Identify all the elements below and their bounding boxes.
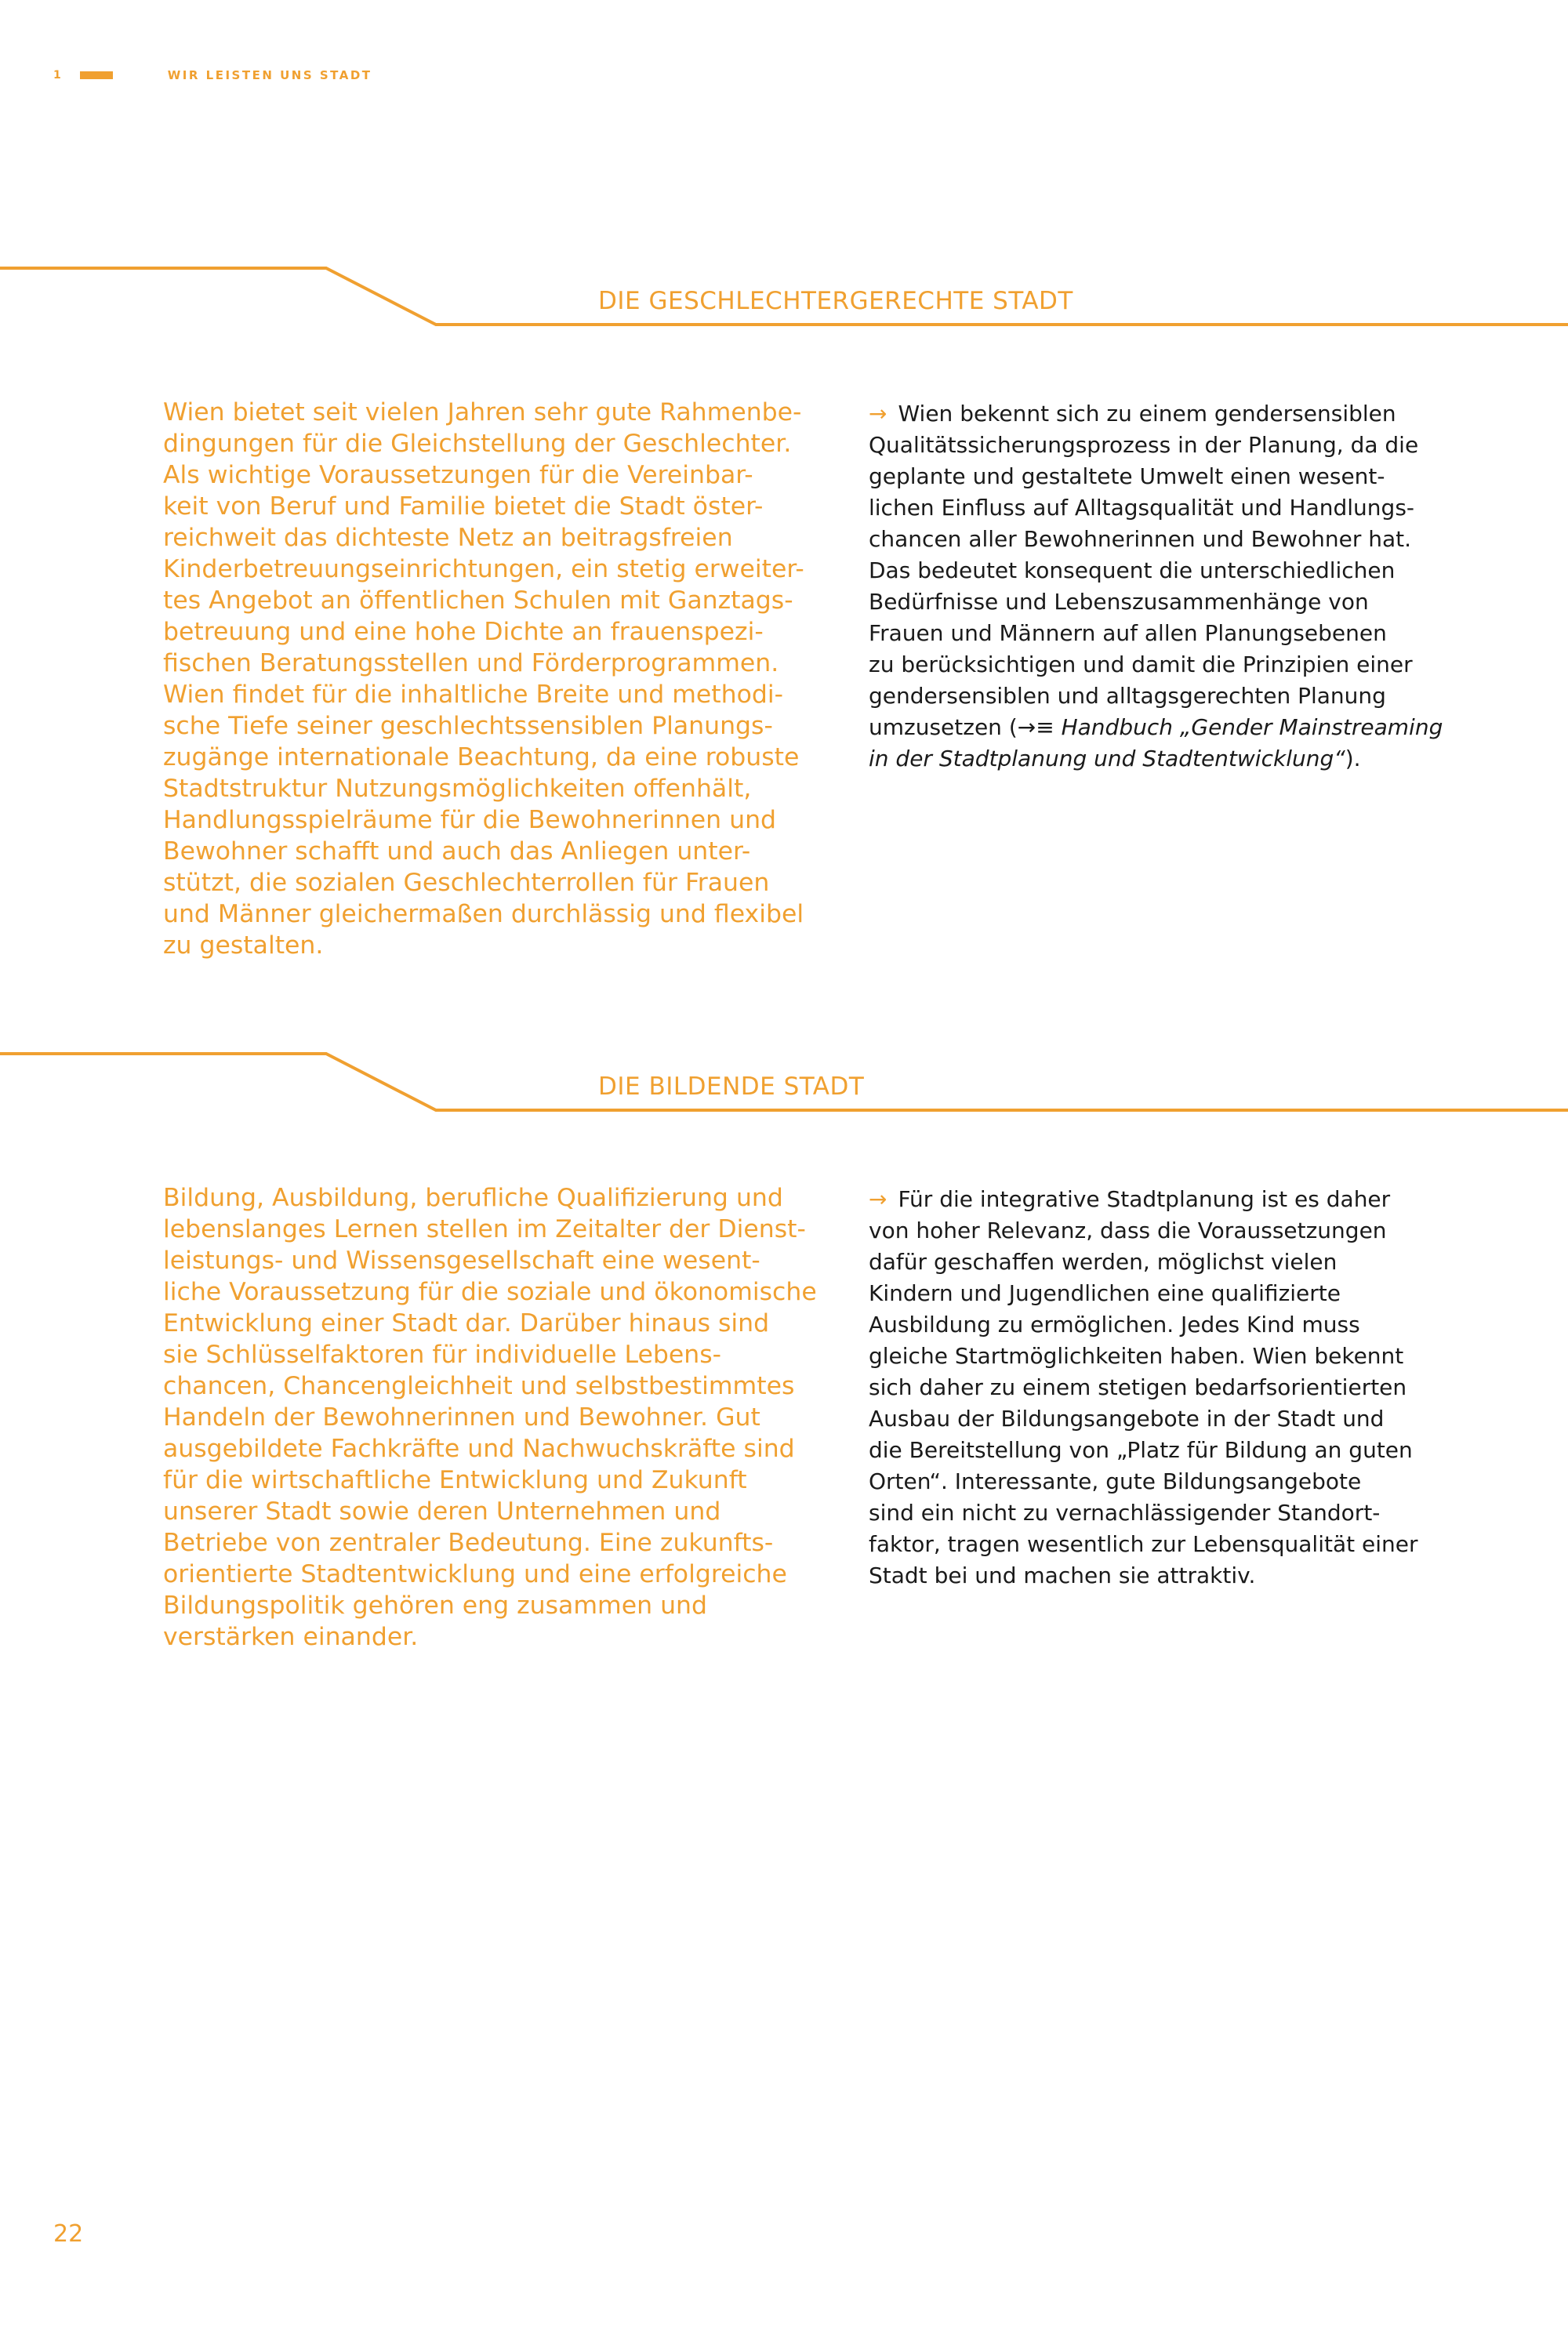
section-heading-education: DIE BILDENDE STADT — [598, 1073, 865, 1101]
running-header — [53, 66, 372, 85]
body-text-gender: Wien bekennt sich zu einem gendersensiblen Qualitätssicherungsprozess in der Planung, da die geplante und gestaltete Umwelt einen wesent- lichen Einfluss auf Alltagsqualität und Handlungs- chancen aller Bewohnerinnen und Bewohner hat. Das bedeutet konsequent die unterschiedlichen Bedürfnisse und Lebenszusammenhänge von Frauen und Männern auf allen Planungsebenen zu berücksichtigen und damit die Prinzipien einer gendersensiblen und alltagsgerechten Planung umzusetzen ( — [869, 401, 1419, 740]
body-paragraph-education — [869, 1184, 1465, 1592]
reference-handbook[interactable]: Handbuch „Gender Mainstreaming in der Stadtplanung und Stadtentwicklung“ — [869, 714, 1443, 771]
body-text-education: Für die integrative Stadtplanung ist es daher von hoher Relevanz, dass die Voraussetzungen dafür geschaffen werden, möglichst vielen Kindern und Jugendlichen eine qualifizierte Ausbildung zu ermöglichen. Jedes Kind muss gleiche Startmöglichkeiten haben. Wien bekennt sich daher zu einem stetigen bedarfsorientierten Ausbau der Bildungsangebote in der Stadt und die Bereitstellung von „Platz für Bildung an guten Orten“. Interessante, gute Bildungsangebote sind ein nicht zu vernachlässigender Standort- faktor, tragen wesentlich zur Lebensqualität einer Stadt bei und machen sie attraktiv. — [869, 1186, 1418, 1588]
arrow-right-icon: → — [869, 401, 887, 426]
body-paragraph-gender — [869, 398, 1465, 775]
reference-link-icon[interactable]: →≡ — [1017, 714, 1054, 740]
chapter-bar-marker — [80, 71, 113, 79]
arrow-right-icon: → — [869, 1186, 887, 1212]
chapter-title: WIR LEISTEN UNS STADT — [167, 68, 372, 82]
reference-close: ). — [1345, 746, 1361, 771]
section-heading-gender: DIE GESCHLECHTERGERECHTE STADT — [598, 287, 1073, 315]
lead-paragraph-gender: Wien bietet seit vielen Jahren sehr gute Rahmenbe- dingungen für die Gleichstellung der Geschlechter. Als wichtige Voraussetzungen für die Vereinbar- keit von Beruf und Familie bietet die Stadt öster- reichweit das dichteste Netz an beitragsfreien Kinderbetreuungseinrichtungen, ein stetig erweiter- tes Angebot an öffentlichen Schulen mit Ganztags- betreuung und eine hohe Dichte an frauenspezi- fischen Beratungsstellen und Förderprogrammen. Wien findet für die inhaltliche Breite und methodi- sche Tiefe seiner geschlechtssensiblen Planungs- zugänge internationale Beachtung, da eine robuste Stadtstruktur Nutzungsmöglichkeiten offenhält, Handlungsspielräume für die Bewohnerinnen und Bewohner schafft und auch das Anliegen unter- stützt, die sozialen Geschlechterrollen für Frauen und Männer gleichermaßen durchlässig und flexibel zu gestalten. — [163, 398, 804, 960]
lead-paragraph-education: Bildung, Ausbildung, berufliche Qualifizierung und lebenslanges Lernen stellen im Zeitalter der Dienst- leistungs- und Wissensgesellschaft eine wesent- liche Voraussetzung für die soziale und ökonomische Entwicklung einer Stadt dar. Darüber hinaus sind sie Schlüsselfaktoren für individuelle Lebens- chancen, Chancengleichheit und selbstbestimmtes Handeln der Bewohnerinnen und Bewohner. Gut ausgebildete Fachkräfte und Nachwuchskräfte sind für die wirtschaftliche Entwicklung und Zukunft unserer Stadt sowie deren Unternehmen und Betriebe von zentraler Bedeutung. Eine zukunfts- orientierte Stadtentwicklung und eine erfolgreiche Bildungspolitik gehören eng zusammen und verstärken einander. — [163, 1184, 817, 1651]
chapter-number: 1 — [53, 69, 61, 82]
page-number: 22 — [53, 2220, 84, 2248]
